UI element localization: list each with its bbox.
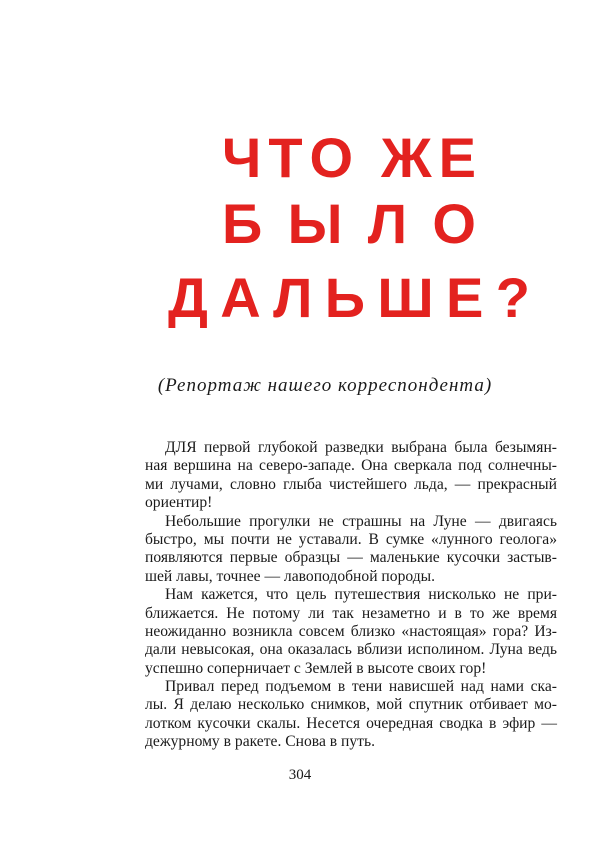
title-letter: Д (168, 266, 208, 329)
text-line: быстро, мы почти не уставали. В сумке «лунного геолога» (145, 530, 557, 548)
paragraph (145, 586, 557, 678)
text-line: неожиданно возникла совсем близко «настоящая» гора? Из- (145, 622, 557, 640)
subtitle: (Репортаж нашего корреспондента) (157, 375, 493, 396)
title-line-3 (168, 266, 530, 329)
body-text (145, 439, 557, 752)
title-letter: Е (445, 266, 484, 329)
title-letter: Л (367, 192, 408, 255)
title-letter: Ш (377, 266, 434, 329)
title-line-2 (222, 192, 476, 255)
text-line: лотком кусочки скалы. Несется очередная сводка в эфир — (145, 714, 557, 732)
text-line: шей лавы, точнее — лавоподобной породы. (145, 567, 436, 585)
title-letter: Л (273, 266, 313, 329)
paragraph (145, 678, 557, 752)
title-letter: Ь (324, 266, 365, 329)
text-line: ближается. Не потому ли так незаметно и в то же время (145, 604, 557, 622)
text-line: успешно соперничает с Землей в высоте своих гор! (145, 659, 487, 677)
title-letter: Б (222, 192, 263, 255)
title-letter: Ж (381, 126, 432, 189)
text-line: лы. Я делаю несколько снимков, мой спутник отбивает мо- (145, 696, 557, 714)
title-letter: Е (438, 126, 476, 189)
page-number: 304 (288, 767, 312, 783)
title-line-1 (222, 126, 476, 189)
paragraph (145, 439, 557, 513)
text-line: дежурному в ракете. Снова в путь. (145, 733, 375, 751)
title-letter: Ы (287, 192, 343, 255)
paragraph (145, 513, 557, 587)
text-line: ная вершина на северо-западе. Она сверкала под солнечны- (145, 457, 557, 475)
text-line: Нам кажется, что цель путешествия нисколько не при- (165, 586, 557, 604)
text-line: появляются первые образцы — маленькие кусочки застыв- (145, 549, 557, 567)
title-letter: О (309, 126, 354, 189)
text-line: ми лучами, словно глыба чистейшего льда, — прекрасный (145, 475, 557, 493)
text-line: ДЛЯ первой глубокой разведки выбрана была безымян- (165, 439, 557, 456)
title-letter: ? (495, 266, 530, 329)
text-line: ориентир! (145, 494, 213, 512)
title-letter: Т (268, 126, 303, 189)
title-letter: О (432, 192, 476, 255)
text-line: Небольшие прогулки не страшны на Луне — двигаясь (165, 512, 557, 530)
title-letter: Ч (222, 126, 262, 189)
text-line: Привал перед подъемом в тени нависшей над нами ска- (165, 678, 557, 696)
text-line: дали невысокая, она оказалась вблизи исполином. Луна ведь (145, 641, 557, 659)
title-letter: А (220, 266, 261, 329)
